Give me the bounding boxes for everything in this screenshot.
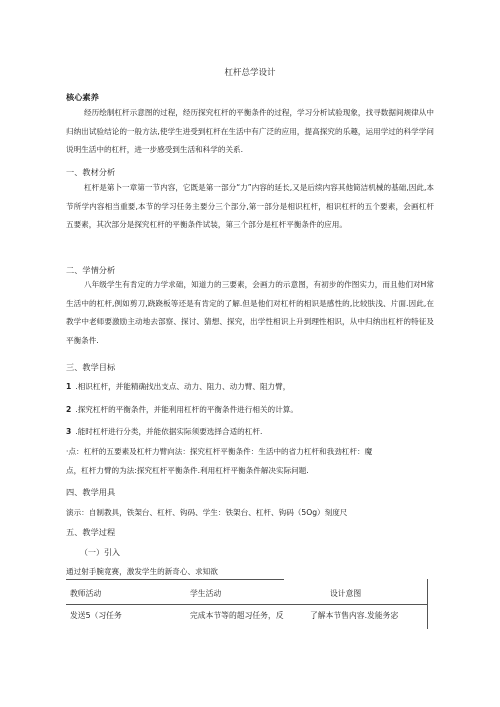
core-paragraph: 经历绘制杠杆示意图的过程，经历探究杠杆的平衡条件的过程，学习分析试验现象，找寻数据间规律从中归纳出试验结论的一般方法,使学生进受到杠杆在生活中有广泛的应用，提高探究的乐趣，运用学过的科学学问说明生活中的杠杆，进一步感受到生活和科学的关系.: [66, 108, 434, 154]
doc-title: 杠杆总学设计: [224, 68, 276, 78]
table-header-design: 设计意图: [330, 589, 362, 598]
table-cell: 发送5（习任务: [70, 611, 122, 620]
subsection-intro-title: （一）引入: [80, 548, 120, 557]
goal-number: 3: [66, 427, 72, 436]
core-heading: 核心素养: [66, 92, 99, 102]
section-3-title: 三、教学目标: [66, 362, 116, 372]
goal-item: [66, 381, 436, 392]
section-2-title: 二、学情分析: [66, 265, 116, 275]
key-points-line-2: 点，杠杆力臂的为法:探究杠杆平衡条件.利用杠杆平衡条件解决实际问题.: [66, 466, 309, 475]
table-top-rule: [66, 579, 284, 580]
key-points-line-1: ·点：杠杆的五要素及杠杆力臂向法：探究杠杆平衡条件：生活中的省力杠杆和我劲杠杆：魔: [66, 447, 373, 456]
table-header-teacher: 教师活动: [70, 589, 102, 598]
section-5-title: 五、教学过程: [66, 527, 116, 537]
goal-number: 1: [66, 382, 72, 391]
goal-text: .探究杠杆的平衡条件，并能利用杠杆的平衡条件进行相关的计算。: [75, 405, 298, 414]
goal-item: [66, 426, 436, 437]
tools-line: 演示：自制教具，铁架台、杠杆、钩码、学生：铁架台、杠杆、钩码（5Og）刻度尺: [66, 508, 348, 517]
table-cell: 了解本节售内容.发能务宓: [310, 611, 399, 620]
goal-number: 2: [66, 405, 72, 414]
table-right-border: [427, 579, 428, 629]
goal-text: .相识杠杆，并能精确找出支点、动力、阻力、动力臂、阻力臂，: [75, 382, 291, 391]
section-2-paragraph: 八年级学生有肯定的力学求础，知道力的三要素，会画力的示意图，有初步的作图实力，而且他们对H常生活中的杠杆,例如剪刀,跷跷板等还是有肯定的了解.但是他们对杠杆的相识是感性的,比较肤浅、片面.因此,在教学中老师要激励主动地去部察、探讨、猜想、探究，出学性相识上升到理性相识，从中归纳出杠杆的特征及平衡条件.: [66, 280, 434, 345]
section-1-title: 一、教材分析: [66, 167, 116, 177]
intro-line: 通过射手腕竟赛，激发学生的新奇心、求知欲: [66, 567, 218, 576]
section-1-paragraph: 杠杆是第卜一章第一节内容，它既是第一部分“力”内容的延长,又是后续内容其他简洁机械的基础,因此,本节所学内容相当重要,本节的学习任务主要分三个部分,第一部分是相识杠杆，相识杠杆的五个要素，会画杠杆五要素，其次部分是探究杠杆的平衡条件试装，第三个部分是杠杆平衡条件的应用。: [66, 183, 434, 229]
goal-text: .能时杠杆进行分类，并能依据实际须要选择合适的杠杆.: [75, 427, 263, 436]
table-cell: 完成本节等的超习任务，反: [190, 611, 284, 620]
table-row-rule: [66, 604, 427, 605]
table-header-student: 学生活动: [190, 589, 222, 598]
section-4-title: 四、教学用具: [66, 487, 116, 497]
goal-item: [66, 404, 436, 415]
